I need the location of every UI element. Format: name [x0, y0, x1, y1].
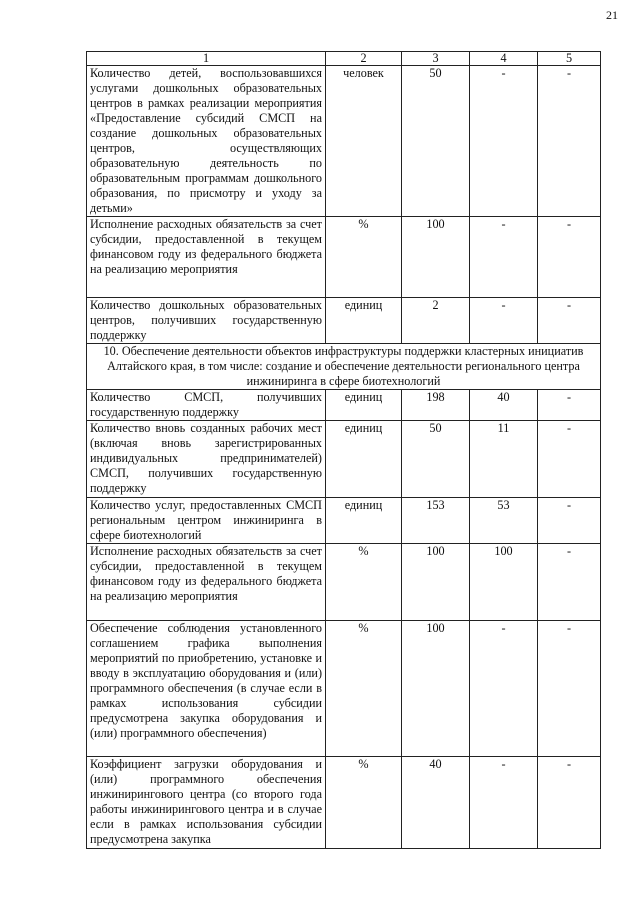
header-col-4: 4: [470, 52, 538, 66]
row-description: Количество вновь созданных рабочих мест (включая вновь зарегистрированных индивидуальных предпринимателей) СМСП, получивших государственную поддержку: [87, 421, 326, 498]
row-description: Исполнение расходных обязательств за счет субсидии, предоставленной в текущем финансовом году из федерального бюджета на реализацию мероприятия: [87, 217, 326, 298]
row-unit: %: [326, 217, 402, 298]
row-value-col3: 50: [402, 421, 470, 498]
table-row: [87, 217, 601, 298]
row-value-col5: -: [538, 498, 601, 544]
row-value-col5: -: [538, 544, 601, 621]
section-title: 10. Обеспечение деятельности объектов инфраструктуры поддержки кластерных инициатив Алтайского края, в том числе: создание и обеспечение деятельности регионального центра инжиниринга в сфере биотехнологий: [87, 344, 601, 390]
row-value-col3: 40: [402, 757, 470, 849]
row-value-col4: -: [470, 621, 538, 757]
row-value-col5: -: [538, 757, 601, 849]
row-value-col5: -: [538, 390, 601, 421]
table-row: [87, 298, 601, 344]
header-col-5: 5: [538, 52, 601, 66]
row-description: Количество СМСП, получивших государственную поддержку: [87, 390, 326, 421]
row-value-col3: 198: [402, 390, 470, 421]
row-value-col3: 100: [402, 544, 470, 621]
row-unit: единиц: [326, 421, 402, 498]
table-row: [87, 390, 601, 421]
row-value-col3: 153: [402, 498, 470, 544]
table-row: [87, 66, 601, 217]
header-col-1: 1: [87, 52, 326, 66]
row-description: Количество детей, воспользовавшихся услугами дошкольных образовательных центров в рамках реализации мероприятия «Предоставление субсидий СМСП на создание дошкольных образовательных центров, осуществляющих образовательную деятельность по образовательным программам дошкольного образования, по присмотру и уходу за детьми»: [87, 66, 326, 217]
page-number: 21: [606, 8, 618, 22]
row-value-col3: 50: [402, 66, 470, 217]
table-row: [87, 621, 601, 757]
row-unit: человек: [326, 66, 402, 217]
indicators-table: [86, 51, 601, 849]
header-row: [87, 52, 601, 66]
row-unit: единиц: [326, 390, 402, 421]
section-row: [87, 344, 601, 390]
row-description: Исполнение расходных обязательств за счет субсидии, предоставленной в текущем финансовом году из федерального бюджета на реализацию мероприятия: [87, 544, 326, 621]
table-row: [87, 544, 601, 621]
table-row: [87, 498, 601, 544]
row-value-col5: -: [538, 621, 601, 757]
row-value-col4: 11: [470, 421, 538, 498]
row-value-col4: -: [470, 757, 538, 849]
header-col-3: 3: [402, 52, 470, 66]
row-description: Коэффициент загрузки оборудования и (или) программного обеспечения инжинирингового центра (со второго года работы инжинирингового центра и в случае если в рамках использования субсидии предусмотрена закупка: [87, 757, 326, 849]
row-unit: единиц: [326, 298, 402, 344]
table-row: [87, 421, 601, 498]
row-value-col3: 100: [402, 217, 470, 298]
row-unit: %: [326, 757, 402, 849]
row-description: Обеспечение соблюдения установленного соглашением графика выполнения мероприятий по приобретению, установке и вводу в эксплуатацию оборудования и (или) программного обеспечения (в случае если в рамках использования субсидии предусмотрена закупка оборудования и (или) программного обеспечения): [87, 621, 326, 757]
row-value-col4: -: [470, 66, 538, 217]
row-value-col4: 40: [470, 390, 538, 421]
row-value-col4: 100: [470, 544, 538, 621]
row-unit: %: [326, 621, 402, 757]
row-value-col3: 100: [402, 621, 470, 757]
row-value-col5: -: [538, 217, 601, 298]
row-value-col4: -: [470, 298, 538, 344]
row-unit: единиц: [326, 498, 402, 544]
row-value-col5: -: [538, 66, 601, 217]
row-description: Количество услуг, предоставленных СМСП региональным центром инжиниринга в сфере биотехнологий: [87, 498, 326, 544]
header-col-2: 2: [326, 52, 402, 66]
row-unit: %: [326, 544, 402, 621]
row-description: Количество дошкольных образовательных центров, получивших государственную поддержку: [87, 298, 326, 344]
row-value-col3: 2: [402, 298, 470, 344]
row-value-col5: -: [538, 421, 601, 498]
table-row: [87, 757, 601, 849]
row-value-col4: 53: [470, 498, 538, 544]
row-value-col5: -: [538, 298, 601, 344]
row-value-col4: -: [470, 217, 538, 298]
